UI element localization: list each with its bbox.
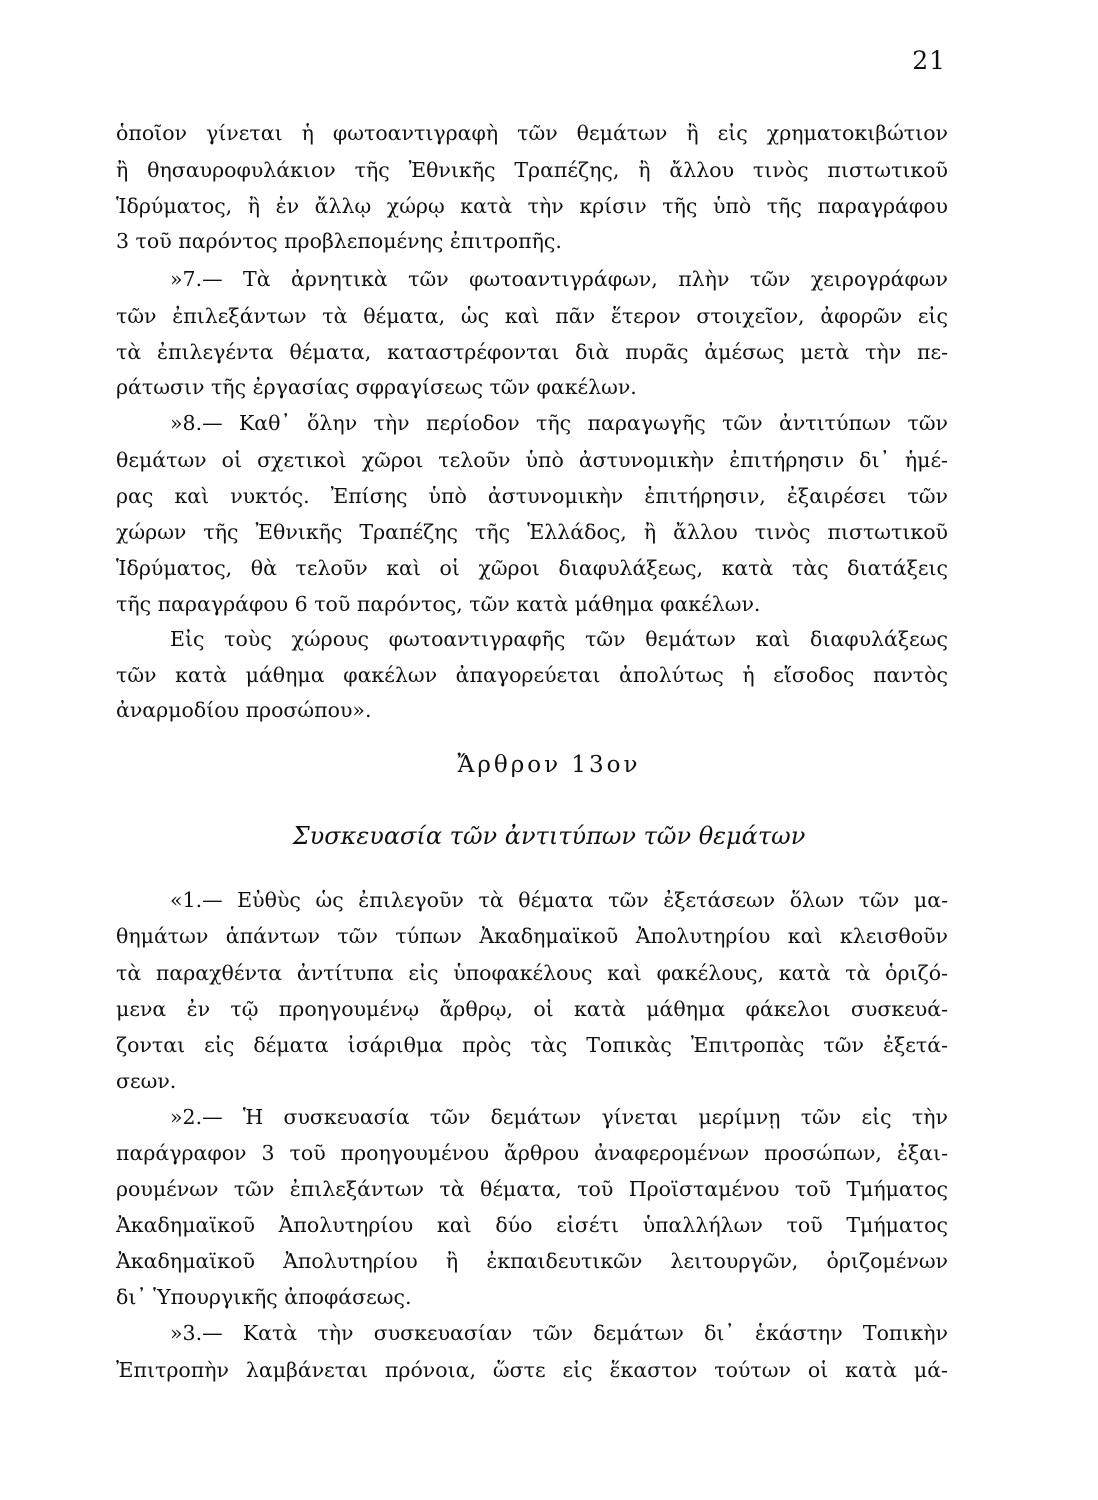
text-line: τὰ παραχθέντα ἀντίτυπα εἰς ὑποφακέλους καὶ φακέλους, κατὰ τὰ ὁριζό- bbox=[116, 961, 948, 985]
text-line: ράτωσιν τῆς ἐργασίας σφραγίσεως τῶν φακέλων. bbox=[116, 375, 637, 399]
text-line: χώρων τῆς Ἐθνικῆς Τραπέζης τῆς Ἑλλάδος, ἢ ἄλλου τινὸς πιστωτικοῦ bbox=[116, 520, 948, 544]
text-line: Ἀκαδημαϊκοῦ Ἀπολυτηρίου ἢ ἐκπαιδευτικῶν λειτουργῶν, ὁριζομένων bbox=[116, 1249, 948, 1273]
text-line: τῶν κατὰ μάθημα φακέλων ἀπαγορεύεται ἀπολύτως ἡ εἴσοδος παντὸς bbox=[116, 663, 948, 687]
text-line: Ἀκαδημαϊκοῦ Ἀπολυτηρίου καὶ δύο εἰσέτι ὑπαλλήλων τοῦ Τμήματος bbox=[116, 1213, 948, 1237]
text-line: 3 τοῦ παρόντος προβλεπομένης ἐπιτροπῆς. bbox=[116, 229, 562, 253]
text-line: Εἰς τοὺς χώρους φωτοαντιγραφῆς τῶν θεμάτων καὶ διαφυλάξεως bbox=[170, 627, 948, 651]
text-line: ἢ θησαυροφυλάκιον τῆς Ἐθνικῆς Τραπέζης, ἢ ἄλλου τινὸς πιστωτικοῦ bbox=[116, 158, 948, 182]
text-line: μενα ἐν τῷ προηγουμένῳ ἄρθρῳ, οἱ κατὰ μάθημα φάκελοι συσκευά- bbox=[116, 997, 948, 1021]
text-line: »3.— Κατὰ τὴν συσκευασίαν τῶν δεμάτων δι᾿ ἑκάστην Τοπικὴν bbox=[170, 1321, 948, 1345]
text-line: σεων. bbox=[116, 1069, 177, 1093]
text-line: τῶν ἐπιλεξάντων τὰ θέματα, ὡς καὶ πᾶν ἕτερον στοιχεῖον, ἀφορῶν εἰς bbox=[116, 304, 948, 328]
text-line: παράγραφον 3 τοῦ προηγουμένου ἄρθρου ἀναφερομένων προσώπων, ἐξαι- bbox=[116, 1141, 948, 1165]
text-line: θημάτων ἁπάντων τῶν τύπων Ἀκαδημαϊκοῦ Ἀπολυτηρίου καὶ κλεισθοῦν bbox=[116, 924, 948, 948]
text-line: ρας καὶ νυκτός. Ἐπίσης ὑπὸ ἀστυνομικὴν ἐπιτήρησιν, ἐξαιρέσει τῶν bbox=[116, 484, 948, 508]
text-line: τῆς παραγράφου 6 τοῦ παρόντος, τῶν κατὰ μάθημα φακέλων. bbox=[116, 592, 761, 616]
text-line: Ἱδρύματος, ἢ ἐν ἄλλῳ χώρῳ κατὰ τὴν κρίσιν τῆς ὑπὸ τῆς παραγράφου bbox=[116, 194, 948, 218]
text-line: δι᾿ Ὑπουργικῆς ἀποφάσεως. bbox=[116, 1285, 412, 1309]
article-heading: Ἄρθρον 13ον bbox=[457, 752, 641, 778]
text-line: »8.— Καθ᾿ ὅλην τὴν περίοδον τῆς παραγωγῆς τῶν ἀντιτύπων τῶν bbox=[170, 411, 948, 435]
text-line: Ἱδρύματος, θὰ τελοῦν καὶ οἱ χῶροι διαφυλάξεως, κατὰ τὰς διατάξεις bbox=[116, 556, 948, 580]
text-line: «1.— Εὐθὺς ὡς ἐπιλεγοῦν τὰ θέματα τῶν ἐξετάσεων ὅλων τῶν μα- bbox=[170, 888, 948, 912]
text-line: ζονται εἰς δέματα ἰσάριθμα πρὸς τὰς Τοπικὰς Ἐπιτροπὰς τῶν ἐξετά- bbox=[116, 1033, 948, 1057]
article-subtitle: Συσκευασία τῶν ἀντιτύπων τῶν θεμάτων bbox=[292, 822, 806, 850]
text-line: ἀναρμοδίου προσώπου». bbox=[116, 698, 372, 722]
text-line: τὰ ἐπιλεγέντα θέματα, καταστρέφονται διὰ πυρᾶς ἀμέσως μετὰ τὴν πε- bbox=[116, 340, 948, 364]
text-line: ρουμένων τῶν ἐπιλεξάντων τὰ θέματα, τοῦ Προϊσταμένου τοῦ Τμήματος bbox=[116, 1177, 948, 1201]
text-line: »7.— Τὰ ἀρνητικὰ τῶν φωτοαντιγράφων, πλὴν τῶν χειρογράφων bbox=[170, 267, 948, 291]
page-number: 21 bbox=[912, 46, 946, 75]
text-line: »2.— Ἡ συσκευασία τῶν δεμάτων γίνεται μερίμνῃ τῶν εἰς τὴν bbox=[170, 1105, 948, 1129]
text-line: θεμάτων οἱ σχετικοὶ χῶροι τελοῦν ὑπὸ ἀστυνομικὴν ἐπιτήρησιν δι᾿ ἡμέ- bbox=[116, 448, 948, 472]
text-line: ὁποῖον γίνεται ἡ φωτοαντιγραφὴ τῶν θεμάτων ἢ εἰς χρηματοκιβώτιον bbox=[116, 121, 948, 145]
text-line: Ἐπιτροπὴν λαμβάνεται πρόνοια, ὥστε εἰς ἕκαστον τούτων οἱ κατὰ μά- bbox=[116, 1358, 948, 1382]
